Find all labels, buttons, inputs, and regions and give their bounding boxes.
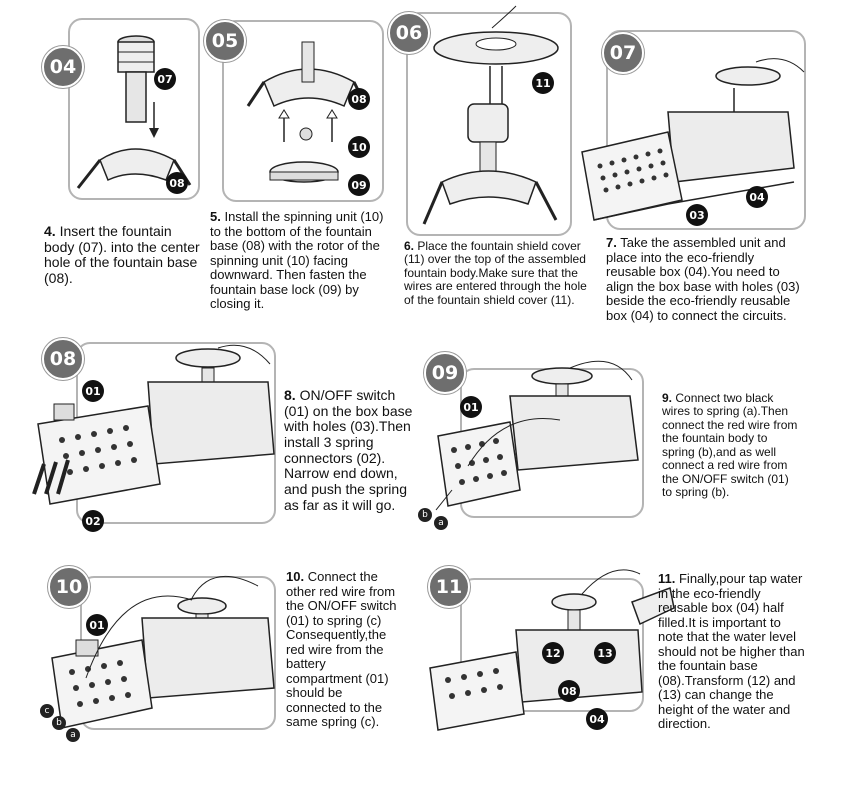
- step-number: 8.: [284, 387, 296, 403]
- step-description: Place the fountain shield cover (11) over the top of the assembled fountain body.Make sure that the wires are entered through the hole of the fountain shield cover (11).: [404, 239, 587, 307]
- step-09-text: [662, 392, 802, 500]
- step-04-text: [44, 224, 204, 287]
- step-11-panel: [460, 578, 644, 726]
- spring-label-a: a: [66, 728, 80, 742]
- step-description: Take the assembled unit and place into the eco-friendly reusable box (04).You need to align the box base with holes (03) beside the eco-friendly reusable box (04) to connect the circuits.: [606, 235, 800, 323]
- step-badge-10: 10: [48, 566, 90, 608]
- callout-12: 12: [542, 642, 564, 664]
- step-description: Install the spinning unit (10) to the bottom of the fountain base (08) with the rotor of the spinning unit (10) facing downward. Then fasten the fountain base lock (09) by closing it.: [210, 209, 384, 312]
- spring-label-a: a: [434, 516, 448, 530]
- step-badge-06: 06: [388, 12, 430, 54]
- step-number: 10.: [286, 569, 305, 584]
- step-10-text: [286, 570, 402, 730]
- callout-04: 04: [586, 708, 608, 730]
- callout-04: 04: [746, 186, 768, 208]
- step-number: 7.: [606, 235, 617, 250]
- callout-03: 03: [686, 204, 708, 226]
- step-badge-11: 11: [428, 566, 470, 608]
- spring-label-b: b: [52, 716, 66, 730]
- spring-label-b: b: [418, 508, 432, 522]
- wiring-step-09-illustration: [462, 370, 642, 516]
- callout-01: 01: [82, 380, 104, 402]
- step-06-text: [404, 240, 600, 307]
- step-description: ON/OFF switch (01) on the box base with holes (03).Then install 3 spring connectors (02). Narrow end down, and push the spring as far as it will go.: [284, 387, 413, 513]
- step-08-text: [284, 388, 414, 513]
- wiring-step-10-illustration: [82, 578, 274, 728]
- switch-and-springs-illustration: [78, 344, 274, 522]
- callout-10: 10: [348, 136, 370, 158]
- step-badge-09: 09: [424, 352, 466, 394]
- callout-13: 13: [594, 642, 616, 664]
- step-badge-08: 08: [42, 338, 84, 380]
- step-number: 9.: [662, 391, 673, 405]
- step-description: Connect the other red wire from the ON/OFF switch (01) to spring (c) Consequently,the red wire from the battery compartment (01) should be connected to the same spring (c).: [286, 569, 397, 730]
- callout-01: 01: [460, 396, 482, 418]
- step-07-text: [606, 236, 800, 323]
- callout-11: 11: [532, 72, 554, 94]
- fountain-shield-cover-illustration: [408, 14, 570, 234]
- step-number: 6.: [404, 239, 415, 253]
- step-badge-05: 05: [204, 20, 246, 62]
- callout-08: 08: [348, 88, 370, 110]
- step-11-text: [658, 572, 806, 732]
- step-description: Finally,pour tap water in the eco-friendly reusable box (04) half filled.It is important to note that the water level should not be higher than the fountain base (08).Transform (12) and (13) can change the height of the water and direction.: [658, 571, 805, 732]
- step-description: Insert the fountain body (07). into the center hole of the fountain base (08).: [44, 223, 200, 287]
- step-05-text: [210, 210, 396, 312]
- callout-08: 08: [558, 680, 580, 702]
- step-05-panel: [222, 20, 384, 202]
- step-06-panel: [406, 12, 572, 236]
- callout-08: 08: [166, 172, 188, 194]
- step-number: 11.: [658, 571, 676, 586]
- callout-02: 02: [82, 510, 104, 532]
- step-08-panel: [76, 342, 276, 528]
- step-badge-07: 07: [602, 32, 644, 74]
- callout-07: 07: [154, 68, 176, 90]
- step-number: 4.: [44, 223, 56, 239]
- step-number: 5.: [210, 209, 221, 224]
- step-04-panel: [68, 18, 200, 200]
- step-badge-04: 04: [42, 46, 84, 88]
- callout-01: 01: [86, 614, 108, 636]
- spring-label-c: c: [40, 704, 54, 718]
- callout-09: 09: [348, 174, 370, 196]
- step-description: Connect two black wires to spring (a).Then connect the red wire from the fountain body to spring (b),and as well connect a red wire from the ON/OFF switch (01) to spring (b).: [662, 391, 798, 500]
